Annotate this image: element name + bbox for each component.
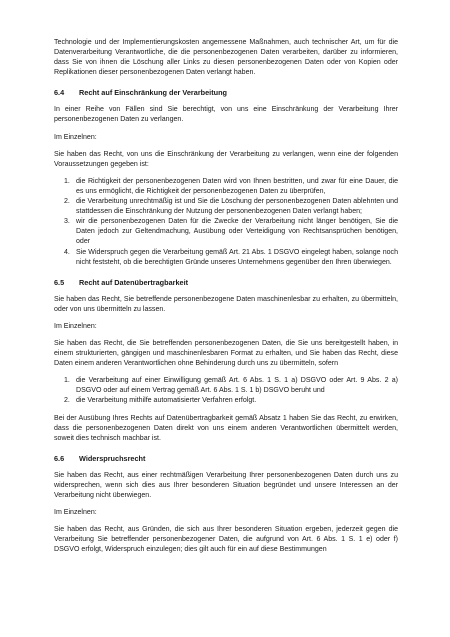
list-item	[54, 396, 398, 406]
list-text: wir die personenbezogenen Daten für die Zwecke der Verarbeitung nicht länger benötigen, Sie die Daten jedoch zur Geltendmachung, Ausübung oder Verteidigung von Rechtsansprüchen benötigen, oder	[76, 218, 398, 246]
section-number: 6.4	[54, 88, 65, 98]
list-text: die Verarbeitung auf einer Einwilligung gemäß Art. 6 Abs. 1 S. 1 a) DSGVO oder Art. 9 Abs. 2 a) DSGVO oder auf einem Vertrag gemäß Art. 6 Abs. 1 S. 1 b) DSGVO beruht und	[76, 377, 398, 395]
section-number: 6.5	[54, 277, 65, 287]
list-text: die Verarbeitung mithilfe automatisierter Verfahren erfolgt.	[76, 397, 257, 405]
paragraph: Im Einzelnen:	[54, 509, 97, 517]
list-number: 2.	[64, 198, 70, 206]
paragraph: Sie haben das Recht, aus einer rechtmäßigen Verarbeitung Ihrer personenbezogenen Daten durch uns zu widersprechen, wenn sich dies aus Ihrer besonderen Situation begründet und unsere Interessen an der Verarbeitung nicht überwiegen.	[54, 471, 398, 499]
paragraph: Sie haben das Recht, die Sie betreffenden personenbezogenen Daten, die Sie uns bereitgestellt haben, in einem strukturierten, gängigen und maschinenlesbaren Format zu erhalten, und Sie haben das Recht, diese Daten einem anderen Verantwortlichen ohne Behinderung durch uns zu übermitteln, sofern	[54, 339, 398, 368]
list-item	[54, 376, 398, 396]
intro-paragraph: Technologie und der Implementierungskosten angemessene Maßnahmen, auch technischer Art, um für die Datenverarbeitung Verantwortliche, die die personenbezogenen Daten verarbeiten, darüber zu informieren, dass Sie von ihnen die Löschung aller Links zu diesen personenbezogenen Daten oder von Kopien oder Replikationen dieser personenbezogenen Daten verlangt haben.	[54, 39, 398, 77]
list-number: 2.	[64, 397, 70, 405]
paragraph: Im Einzelnen:	[54, 133, 97, 141]
list-number: 3.	[64, 218, 70, 226]
paragraph: Sie haben das Recht, aus Gründen, die sich aus Ihrer besonderen Situation ergeben, jederzeit gegen die Verarbeitung Sie betreffender personenbezogener Daten, die aufgrund von Art. 6 Abs. 1 S. 1 e) oder f) DSGVO erfolgt, Widerspruch einzulegen; dies gilt auch für ein auf diese Bestimmungen	[54, 526, 398, 554]
list-item	[54, 217, 398, 247]
paragraph: Sie haben das Recht, Sie betreffende personenbezogene Daten maschinenlesbar zu erhalten, zu übermitteln, oder von uns übermitteln zu lassen.	[54, 295, 398, 313]
numbered-list	[54, 177, 398, 268]
document-page	[54, 38, 398, 555]
section-heading-6-4	[54, 88, 398, 98]
list-item	[54, 177, 398, 197]
list-number: 1.	[64, 377, 70, 385]
paragraph: Sie haben das Recht, von uns die Einschränkung der Verarbeitung zu verlangen, wenn eine der folgenden Voraussetzungen gegeben ist:	[54, 150, 398, 168]
section-title: Widerspruchsrecht	[79, 453, 146, 463]
list-number: 1.	[64, 177, 70, 185]
section-title: Recht auf Datenübertragbarkeit	[79, 277, 189, 287]
list-item	[54, 197, 398, 217]
list-item	[54, 248, 398, 268]
section-heading-6-5	[54, 278, 398, 288]
list-text: die Verarbeitung unrechtmäßig ist und Sie die Löschung der personenbezogenen Daten ablehnten und stattdessen die Einschränkung der Nutzung der personenbezogenen Daten verlangt haben;	[76, 198, 398, 216]
numbered-list	[54, 376, 398, 406]
paragraph: In einer Reihe von Fällen sind Sie berechtigt, von uns eine Einschränkung der Verarbeitung Ihrer personenbezogenen Daten zu verlangen.	[54, 106, 398, 124]
list-number: 4.	[64, 248, 70, 256]
list-text: die Richtigkeit der personenbezogenen Daten wird von Ihnen bestritten, und zwar für eine Dauer, die es uns ermöglicht, die Richtigkeit der personenbezogenen Daten zu überprüfen,	[76, 177, 398, 195]
paragraph: Im Einzelnen:	[54, 322, 97, 330]
paragraph: Bei der Ausübung Ihres Rechts auf Datenübertragbarkeit gemäß Absatz 1 haben Sie das Recht, zu erwirken, dass die personenbezogenen Daten direkt von uns einem anderen Verantwortlichen übermittelt werden, soweit dies technisch machbar ist.	[54, 414, 398, 442]
section-title: Recht auf Einschränkung der Verarbeitung	[79, 88, 227, 98]
list-text: Sie Widerspruch gegen die Verarbeitung gemäß Art. 21 Abs. 1 DSGVO eingelegt haben, solange noch nicht feststeht, ob die berechtigten Gründe unseres Unternehmens gegenüber den Ihren überwiegen.	[76, 248, 398, 266]
section-number: 6.6	[54, 453, 65, 463]
section-heading-6-6	[54, 454, 398, 464]
